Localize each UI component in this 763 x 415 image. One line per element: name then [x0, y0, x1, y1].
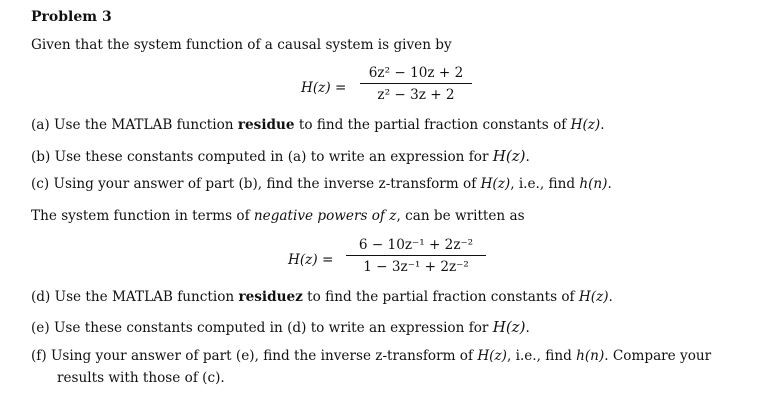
fraction-bar [360, 83, 472, 84]
equation-2-denominator: 1 − 3z⁻¹ + 2z⁻² [363, 259, 469, 275]
part-f-continuation: results with those of (c). [57, 370, 225, 386]
equation-1-denominator: z² − 3z + 2 [377, 87, 455, 103]
equation-1-fraction [360, 65, 472, 103]
equation-2-numerator: 6 − 10z⁻¹ + 2z⁻² [358, 237, 474, 253]
part-e: (e) Use these constants computed in (d) to write an expression for H(z). [31, 318, 530, 336]
keyword-residue: residue [237, 117, 295, 133]
part-b: (b) Use these constants computed in (a) to write an expression for H(z). [31, 147, 530, 165]
part-a: (a) Use the MATLAB function residue to find the partial fraction constants of H(z). [31, 117, 605, 133]
part-d: (d) Use the MATLAB function residuez to find the partial fraction constants of H(z). [31, 289, 613, 305]
intro-text: Given that the system function of a causal system is given by [31, 37, 452, 53]
equation-2-fraction [346, 237, 486, 275]
equation-2-lhs: H(z) = [288, 252, 334, 268]
equation-1-lhs: H(z) = [301, 80, 347, 96]
transition-text: The system function in terms of negative powers of z, can be written as [31, 208, 525, 224]
problem-title: Problem 3 [31, 9, 112, 25]
part-c: (c) Using your answer of part (b), find the inverse z-transform of H(z), i.e., find h(n). [31, 176, 612, 192]
equation-1-numerator: 6z² − 10z + 2 [368, 65, 464, 81]
part-f: (f) Using your answer of part (e), find the inverse z-transform of H(z), i.e., find h(n). Compare your results with those of (c). [31, 345, 743, 389]
fraction-bar [346, 255, 486, 256]
keyword-residuez: residuez [238, 289, 303, 305]
